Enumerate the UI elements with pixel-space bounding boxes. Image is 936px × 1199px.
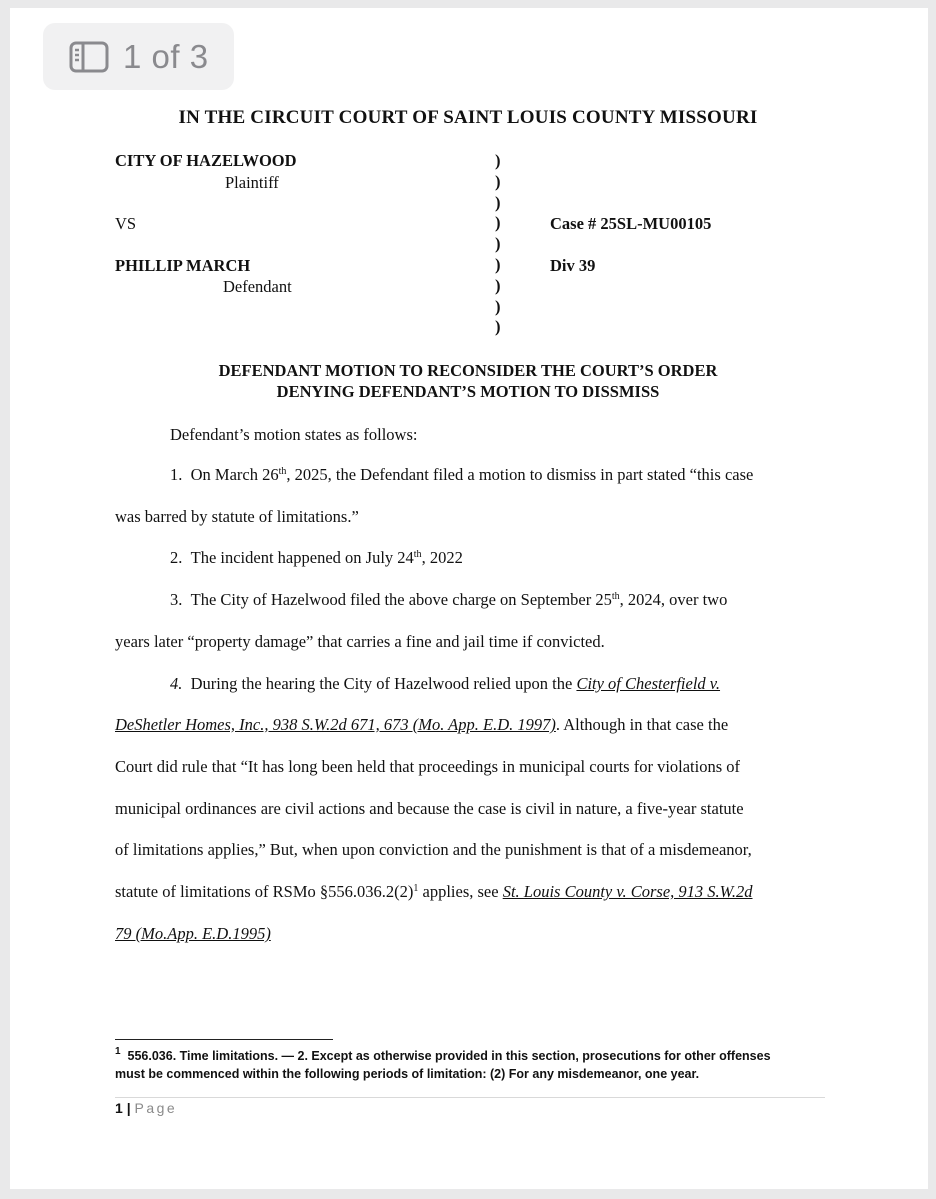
paragraph-4-line-1: 4. During the hearing the City of Hazelwood relied upon the City of Chesterfield v. — [170, 674, 721, 693]
paragraph-4-line-2: DeShetler Homes, Inc., 938 S.W.2d 671, 673 (Mo. App. E.D. 1997). Although in that case the — [115, 715, 729, 734]
footnote-line-1: $^1$ 556.036. Time limitations. — 2. Except as otherwise provided in this section, prosecutions for other offenses — [115, 1046, 771, 1063]
plaintiff-role: Plaintiff — [225, 173, 279, 192]
case-number: Case # 25SL-MU00105 — [550, 214, 712, 233]
defendant-role: Defendant — [223, 277, 292, 296]
intro-paragraph: Defendant’s motion states as follows: — [170, 425, 418, 444]
caption-paren: ) — [495, 213, 501, 233]
caption-paren: ) — [495, 234, 501, 254]
paragraph-4-line-5: of limitations applies,” But, when upon conviction and the punishment is that of a misdemeanor, — [115, 840, 752, 859]
page-footer-divider — [115, 1097, 825, 1098]
caption-paren: ) — [495, 151, 501, 170]
court-title: IN THE CIRCUIT COURT OF SAINT LOUIS COUNTY MISSOURI — [178, 107, 758, 128]
page-count-label: 1 of 3 — [123, 37, 209, 75]
paragraph-2: 2. The incident happened on July 24th, 2022 — [170, 548, 463, 567]
division-label: Div 39 — [550, 256, 596, 275]
footnote — [115, 1047, 771, 1083]
versus-label: VS — [115, 214, 137, 233]
defendant-name: PHILLIP MARCH — [115, 256, 251, 275]
motion-title-line-2: DENYING DEFENDANT’S MOTION TO DISSMISS — [276, 382, 660, 401]
paragraph-1-line-2: was barred by statute of limitations.” — [115, 507, 359, 526]
citation-chesterfield[interactable]: City of Chesterfield v. — [576, 674, 721, 693]
caption-paren: ) — [495, 296, 501, 316]
motion-title — [0, 360, 936, 402]
paragraph-4-line-6: statute of limitations of RSMo $\S 556.036.2(2)^1$ applies, see St. Louis County v. Corse, 913 S.W.2d — [115, 882, 753, 901]
plaintiff-name: CITY OF HAZELWOOD — [115, 151, 297, 170]
page-indicator[interactable] — [43, 23, 234, 90]
page-word: Page — [134, 1100, 178, 1116]
paragraph-4-line-7 — [115, 924, 271, 944]
citation-chesterfield-cont[interactable]: DeShetler Homes, Inc., 938 S.W.2d 671, 673 (Mo. App. E.D. 1997) — [115, 715, 556, 734]
page-separator: | — [126, 1100, 131, 1116]
caption-paren: ) — [495, 192, 501, 212]
footnote-divider — [115, 1039, 333, 1040]
caption-paren: ) — [495, 317, 501, 337]
motion-title-line-1: DEFENDANT MOTION TO RECONSIDER THE COURT’S ORDER — [218, 361, 718, 380]
footnote-reference: 1 — [413, 883, 419, 894]
caption-paren: ) — [495, 171, 501, 191]
paragraph-4-line-3: Court did rule that “It has long been held that proceedings in municipal courts for violations of — [115, 757, 741, 776]
paragraph-3-line-2: years later “property damage” that carries a fine and jail time if convicted. — [115, 632, 605, 651]
paragraph-4-line-4: municipal ordinances are civil actions and because the case is civil in nature, a five-year statute — [115, 799, 744, 818]
citation-corse[interactable]: St. Louis County v. Corse, 913 S.W.2d — [502, 882, 753, 901]
caption-parentheses — [495, 151, 501, 338]
page-number: 1 — [115, 1100, 123, 1116]
footnote-line-2: must be commenced within the following periods of limitation: (2) For any misdemeanor, one year. — [115, 1067, 700, 1081]
sidebar-panel-icon[interactable] — [69, 41, 109, 73]
page-footer — [115, 1100, 177, 1116]
paragraph-1-line-1: 1. On March 26th, 2025, the Defendant filed a motion to dismiss in part stated “this case — [170, 465, 754, 484]
footnote-marker: 1 — [115, 1046, 121, 1057]
citation-corse-cont[interactable]: 79 (Mo.App. E.D.1995) — [115, 924, 271, 943]
caption-paren: ) — [495, 254, 501, 274]
paragraph-3-line-1: 3. The City of Hazelwood filed the above charge on September 25th, 2024, over two — [170, 590, 728, 609]
caption-paren: ) — [495, 275, 501, 295]
